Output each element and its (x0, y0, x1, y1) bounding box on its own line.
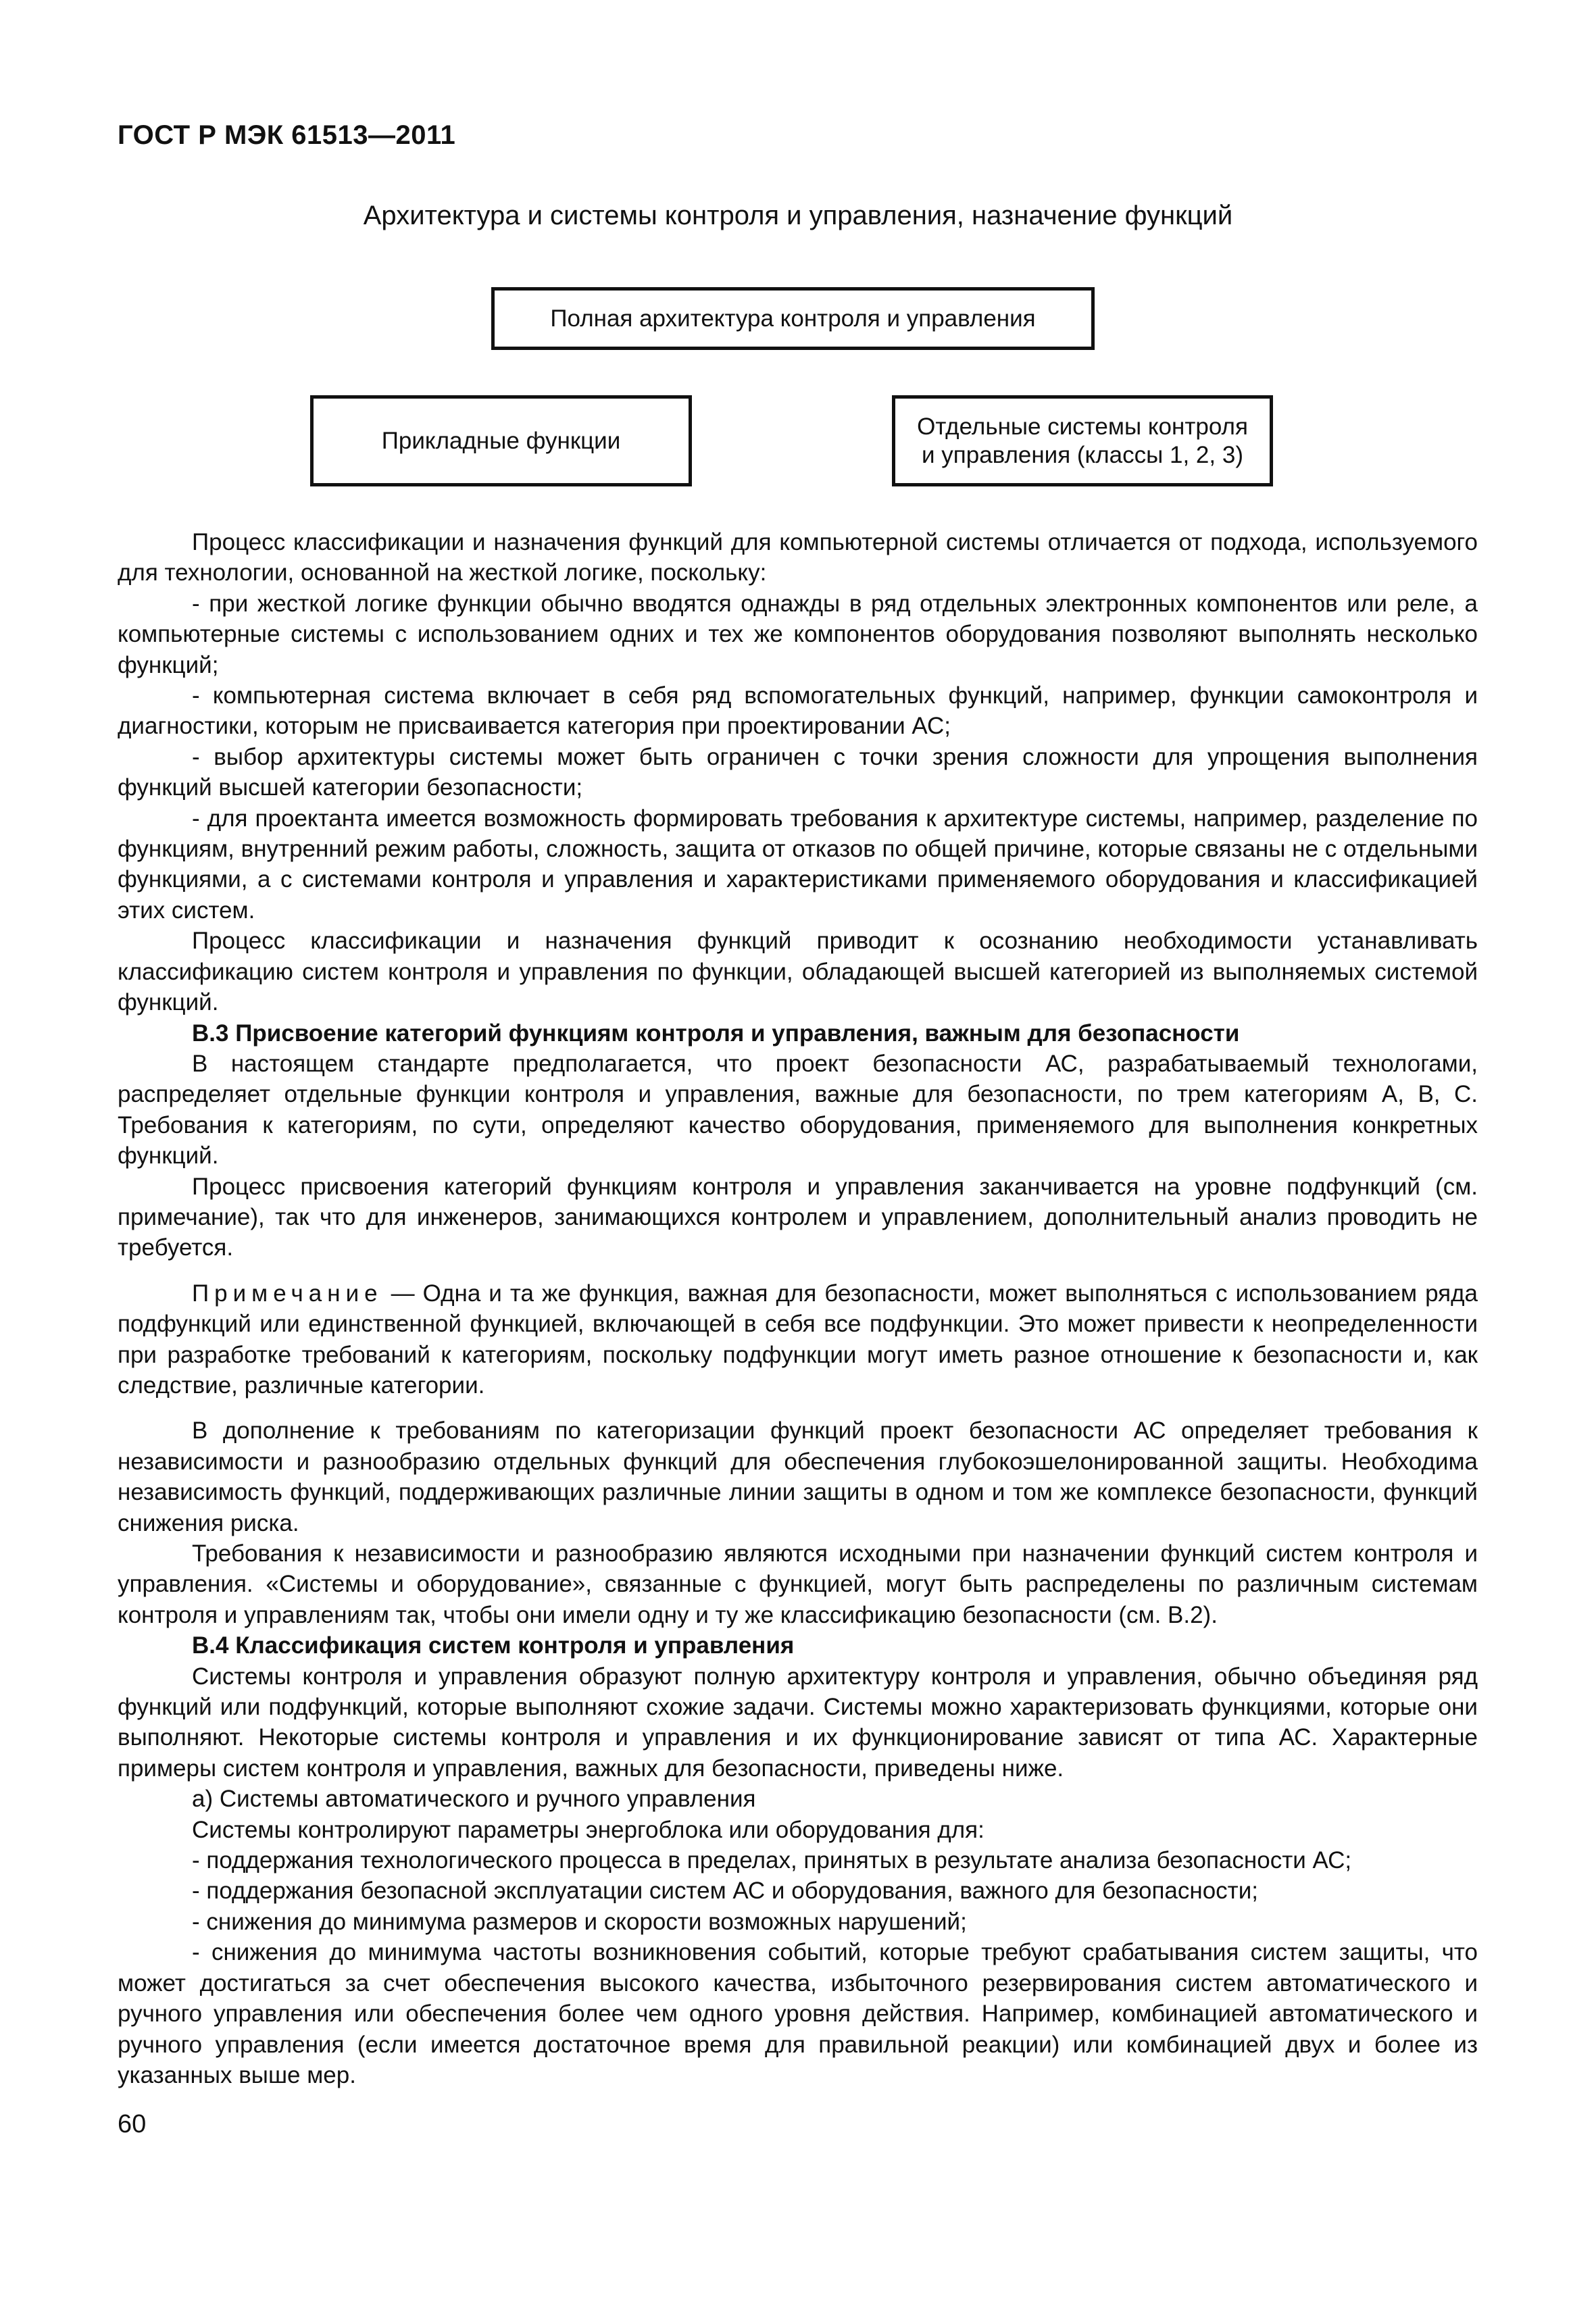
diagram-title: Архитектура и системы контроля и управления, назначение функций (363, 201, 1233, 230)
paragraph: Системы контролируют параметры энергоблока или оборудования для: (192, 1816, 984, 1843)
paragraph: Процесс присвоения категорий функциям контроля и управления заканчивается на уровне подфункций (см. примечание), так что для инженеров, занимающихся контролем и управлением, дополнительный анализ проводить не требуется. (118, 1173, 1478, 1261)
list-item: - компьютерная система включает в себя ряд вспомогательных функций, например, функции самоконтроля и диагностики, которым не присваивается категория при проектировании АС; (118, 682, 1478, 740)
paragraph: В настоящем стандарте предполагается, что проект безопасности АС, разрабатываемый технологами, распределяет отдельные функции контроля и управления, важные для безопасности, по трем категориям А, В, С. Требования к категориям, по сути, определяют качество оборудования, применяемого для выполнения конкретных функций. (118, 1050, 1478, 1169)
note-text: — Одна и та же функция, важная для безопасности, может выполняться с использованием ряда подфункций или единственной функцией, включающей в себя все подфункции. Это может привести к неопределенности при разработке требований к категориям, поскольку подфункции могут иметь разное отношение к безопасности и, как следствие, различные категории. (118, 1280, 1478, 1399)
note (118, 1278, 1478, 1401)
diagram-box-separate-systems-line1: Отдельные системы контроля (917, 413, 1248, 440)
page-header-standard: ГОСТ Р МЭК 61513—2011 (118, 120, 456, 150)
diagram-box-separate-systems-line2: и управления (классы 1, 2, 3) (922, 441, 1243, 468)
list-item: - выбор архитектуры системы может быть ограничен с точки зрения сложности для упрощения выполнения функций высшей категории безопасности; (118, 743, 1478, 801)
list-item: - для проектанта имеется возможность формировать требования к архитектуре системы, например, разделение по функциям, внутренний режим работы, сложность, защита от отказов по общей причине, которые связаны не с отдельными функциями, а с системами контроля и управления и характеристиками применяемого оборудования и классификацией этих систем. (118, 805, 1478, 924)
list-item: - снижения до минимума частоты возникновения событий, которые требуют срабатывания систем защиты, что может достигаться за счет обеспечения высокого качества, избыточного резервирования систем автоматического и ручного управления или обеспечения более чем одного уровня действия. Например, комбинацией автоматического и ручного управления (если имеется достаточное время для правильной реакции) или комбинацией двух и более из указанных выше мер. (118, 1939, 1478, 2088)
list-item: - поддержания безопасной эксплуатации систем АС и оборудования, важного для безопасности; (192, 1878, 1258, 1905)
diagram-box-separate-systems (892, 395, 1273, 486)
page-number: 60 (118, 2110, 147, 2138)
diagram-box-full-architecture-label: Полная архитектура контроля и управления (550, 305, 1036, 332)
note-label: Примечание (192, 1280, 383, 1307)
list-item: - при жесткой логике функции обычно вводятся однажды в ряд отдельных электронных компонентов или реле, а компьютерные системы с использованием одних и тех же компонентов оборудования позволяют выполнять несколько функций; (118, 590, 1478, 678)
diagram-box-applied-functions-label: Прикладные функции (381, 427, 621, 454)
list-item: а) Системы автоматического и ручного управления (192, 1786, 756, 1813)
list-item: - поддержания технологического процесса в пределах, принятых в результате анализа безопасности АС; (192, 1847, 1352, 1874)
diagram-box-applied-functions (310, 395, 692, 486)
paragraph: Процесс классификации и назначения функций для компьютерной системы отличается от подхода, используемого для технологии, основанной на жесткой логике, поскольку: (118, 529, 1478, 586)
paragraph: Процесс классификации и назначения функций приводит к осознанию необходимости устанавливать классификацию систем контроля и управления по функции, обладающей высшей категорией из выполняемых системой функций. (118, 928, 1478, 1016)
paragraph: Системы контроля и управления образуют полную архитектуру контроля и управления, обычно объединяя ряд функций или подфункций, которые выполняют схожие задачи. Системы можно характеризовать функциями, которые они выполняют. Некоторые системы контроля и управления и их функционирование зависят от типа АС. Характерные примеры систем контроля и управления, важных для безопасности, приведены ниже. (118, 1663, 1478, 1782)
body-text (118, 527, 1478, 2090)
paragraph: Требования к независимости и разнообразию являются исходными при назначении функций систем контроля и управления. «Системы и оборудование», связанные с функцией, могут быть распределены по различным системам контроля и управлениям так, чтобы они имели одну и ту же классификацию безопасности (см. В.2). (118, 1540, 1478, 1628)
section-heading-b4: В.4 Классификация систем контроля и управления (192, 1632, 795, 1659)
section-heading-b3: В.3 Присвоение категорий функциям контроля и управления, важным для безопасности (192, 1020, 1240, 1047)
paragraph: В дополнение к требованиям по категоризации функций проект безопасности АС определяет требования к независимости и разнообразию отдельных функций для обеспечения глубокоэшелонированной защиты. Необходима независимость функций, поддерживающих различные линии защиты в одном и том же комплексе безопасности, функций снижения риска. (118, 1417, 1478, 1536)
diagram-box-full-architecture (491, 287, 1095, 350)
list-item: - снижения до минимума размеров и скорости возможных нарушений; (192, 1908, 967, 1935)
